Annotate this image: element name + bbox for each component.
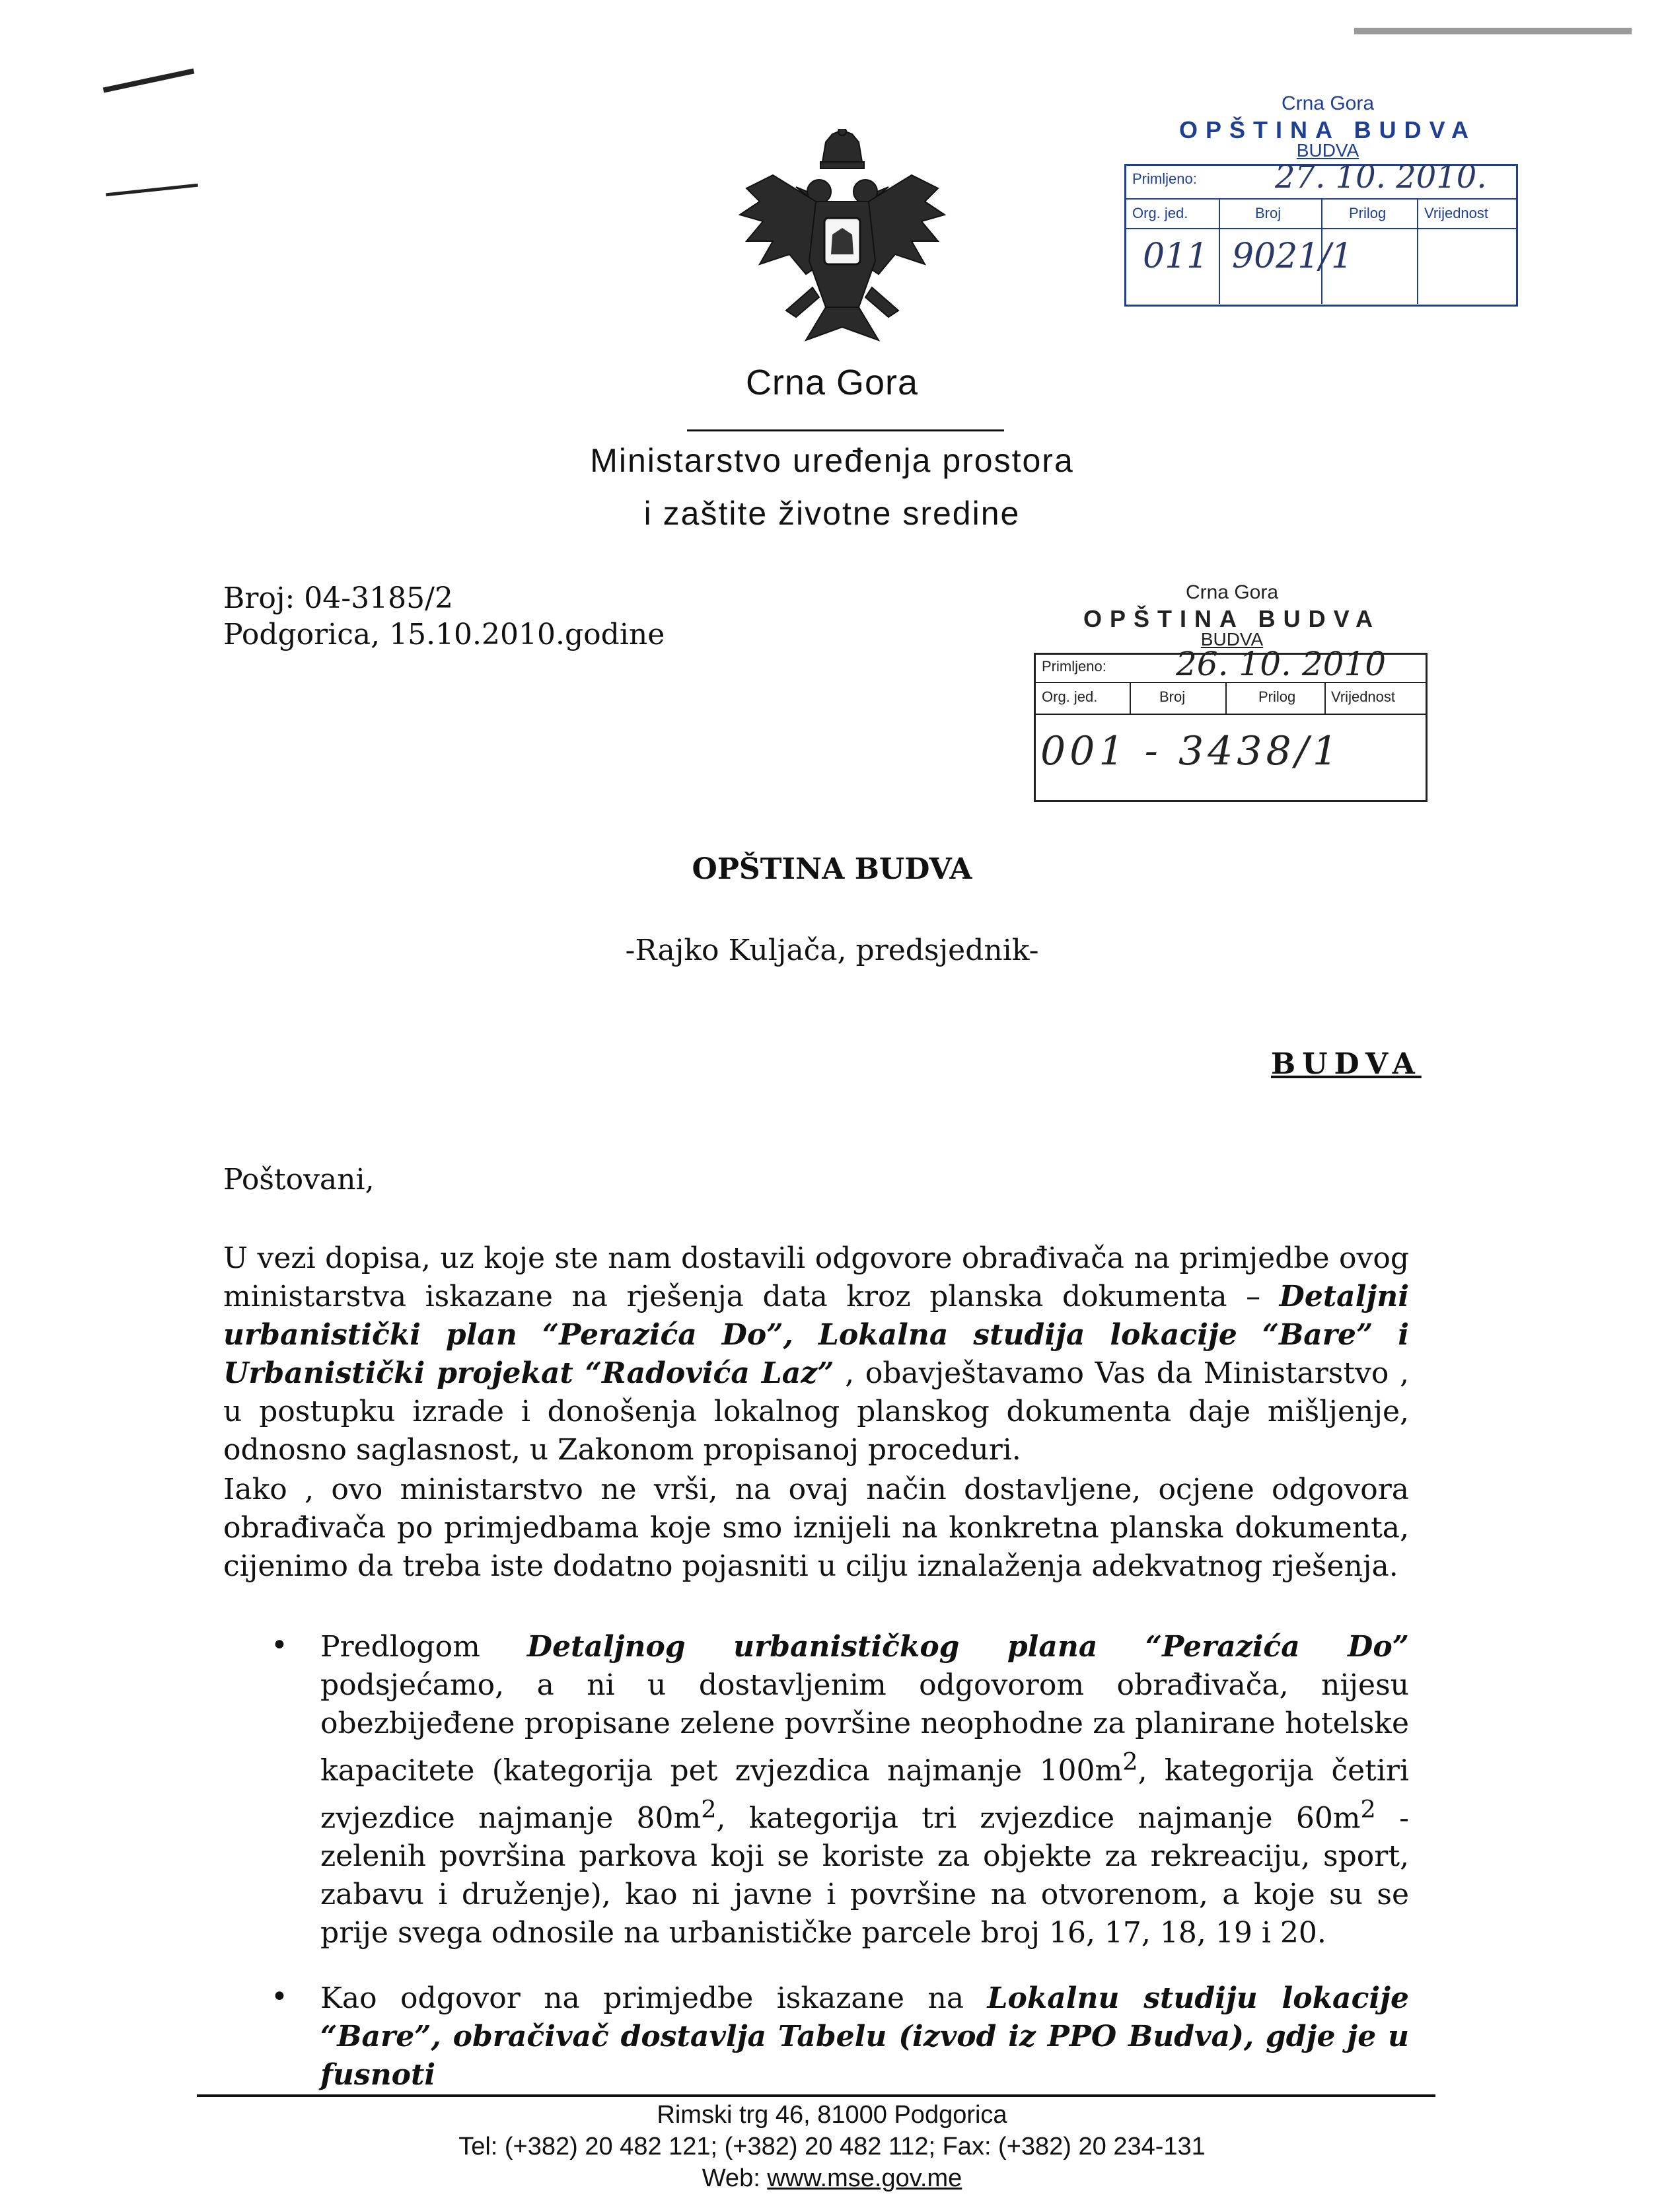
- superscript-2: 2: [1122, 1748, 1138, 1776]
- bullet-1-text-f: - zelenih površina parkova koji se koriste za objekte za rekreaciju, sport, zabavu i druženje), kao ni javne i površine na otvorenom, a koje su se prije svega odnosile na urbanističke parcele broj 16, 17, 18, 19 i 20.: [320, 1801, 1409, 1950]
- bullet-item-2: [320, 1979, 1409, 2094]
- stamp-country: Crna Gora: [1281, 92, 1375, 114]
- document-number: Broj: 04-3185/2: [223, 581, 453, 615]
- paragraph-1: [223, 1239, 1409, 1469]
- stamp-org-unit-value: 011: [1143, 237, 1209, 276]
- header-country: Crna Gora: [745, 363, 919, 402]
- superscript-2: 2: [1360, 1794, 1376, 1824]
- recipient-name: OPŠTINA BUDVA: [692, 852, 972, 886]
- stamp-municipality: OPŠTINA BUDVA: [1083, 605, 1381, 632]
- bullet-1-text-c: podsjećamo, a ni u dostavljenim odgovorom obrađivača, nijesu obezbijeđene propisane zelene površine neophodne za planirane hotelske kapacitete (kategorija pet zvjezdica najmanje 100m: [320, 1668, 1409, 1788]
- bullet-1-text-e: , kategorija tri zvjezdice najmanje 60m: [716, 1801, 1361, 1835]
- stamp-country: Crna Gora: [1185, 581, 1279, 603]
- receipt-stamp-top: [1116, 92, 1539, 311]
- bullet-1-text-a: Predlogom: [320, 1630, 527, 1664]
- bullet-2-text-a: Kao odgovor na primjedbe iskazane na: [320, 1981, 988, 2015]
- receipt-stamp-middle: [1034, 581, 1457, 806]
- stamp-org-unit-label: Org. jed.: [1042, 688, 1098, 705]
- pen-stroke: [106, 184, 198, 197]
- footer-divider: [197, 2094, 1435, 2097]
- footer-address: Rimski trg 46, 81000 Podgorica: [657, 2101, 1007, 2129]
- footer-phones: Tel: (+382) 20 482 121; (+382) 20 482 112; Fax: (+382) 20 234-131: [458, 2133, 1206, 2160]
- stamp-attachment-label: Prilog: [1258, 688, 1296, 705]
- stamp-received-date: 26. 10. 2010: [1176, 645, 1387, 683]
- top-edge-shadow: [1354, 28, 1632, 34]
- footer-web-link[interactable]: www.mse.gov.me: [767, 2164, 962, 2192]
- bullet-symbol: •: [271, 1980, 288, 2014]
- stamp-number-label: Broj: [1159, 688, 1186, 705]
- header-ministry-line-2: i zaštite životne sredine: [643, 495, 1021, 532]
- recipient-person: -Rajko Kuljača, predsjednik-: [625, 934, 1039, 967]
- stamp-received-label: Primljeno:: [1042, 658, 1106, 675]
- bullet-2-study: Lokalnu studiju lokacije “Bare”, obračivač dostavlja Tabelu (izvod iz PPO Budva), gdje je u fusnoti: [320, 1981, 1409, 2092]
- bullet-item-1: [320, 1628, 1409, 1952]
- stamp-attachment-label: Prilog: [1349, 205, 1387, 221]
- stamp-municipality: OPŠTINA BUDVA: [1178, 116, 1476, 143]
- stamp-value-label: Vrijednost: [1331, 688, 1396, 705]
- stamp-org-unit-label: Org. jed.: [1132, 205, 1188, 221]
- footer-web-label: Web:: [702, 2164, 768, 2192]
- document-place-date: Podgorica, 15.10.2010.godine: [223, 618, 665, 651]
- paragraph-2: Iako , ovo ministarstvo ne vrši, na ovaj način dostavljene, ocjene odgovora obrađivača po primjedbama koje smo iznijeli na konkretna planska dokumenta, cijenimo da treba iste dodatno pojasniti u cilju iznalaženja adekvatnog rješenja.: [223, 1473, 1409, 1583]
- salutation: Poštovani,: [223, 1163, 375, 1197]
- header-divider: [687, 429, 1004, 431]
- paragraph-1-text-a: U vezi dopisa, uz koje ste nam dostavili odgovore obrađivača na primjedbe ovog ministarstva iskazane na rješenja data kroz planska dokumenta –: [223, 1241, 1409, 1313]
- stamp-city: BUDVA: [1296, 140, 1359, 161]
- stamp-number-label: Broj: [1255, 205, 1282, 221]
- stamp-number-value: 001 - 3438/1: [1040, 728, 1342, 774]
- stamp-value-label: Vrijednost: [1424, 205, 1489, 221]
- footer-web: [0, 2164, 1664, 2193]
- pen-stroke: [103, 69, 195, 93]
- bullet-1-text-d: , kategorija četiri zvjezdice najmanje 80m: [320, 1753, 1409, 1835]
- paragraph-1-text-c: , obavještavamo Vas da Ministarstvo , u postupku izrade i donošenja lokalnog planskog dokumenta daje mišljenje, odnosno saglasnost, u Zakonom propisanoj proceduri.: [223, 1356, 1410, 1467]
- paragraph-1-plans: Detaljni urbanistički plan “Perazića Do”, Lokalna studija lokacije “Bare” i Urbanistički projekat “Radovića Laz”: [223, 1280, 1409, 1390]
- stamp-received-label: Primljeno:: [1132, 170, 1197, 187]
- bullet-symbol: •: [271, 1629, 288, 1662]
- stamp-number-value: 9021/1: [1232, 237, 1353, 276]
- stamp-received-date: 27. 10. 2010.: [1275, 159, 1487, 196]
- bullet-1-plan: Detaljnog urbanističkog plana “Perazića Do”: [526, 1630, 1409, 1664]
- superscript-2: 2: [701, 1794, 717, 1824]
- recipient-city: BUDVA: [1271, 1047, 1422, 1081]
- header-ministry-line-1: Ministarstvo uređenja prostora: [590, 442, 1074, 479]
- stamp-city: BUDVA: [1200, 629, 1264, 649]
- coat-of-arms-emblem: [733, 129, 951, 350]
